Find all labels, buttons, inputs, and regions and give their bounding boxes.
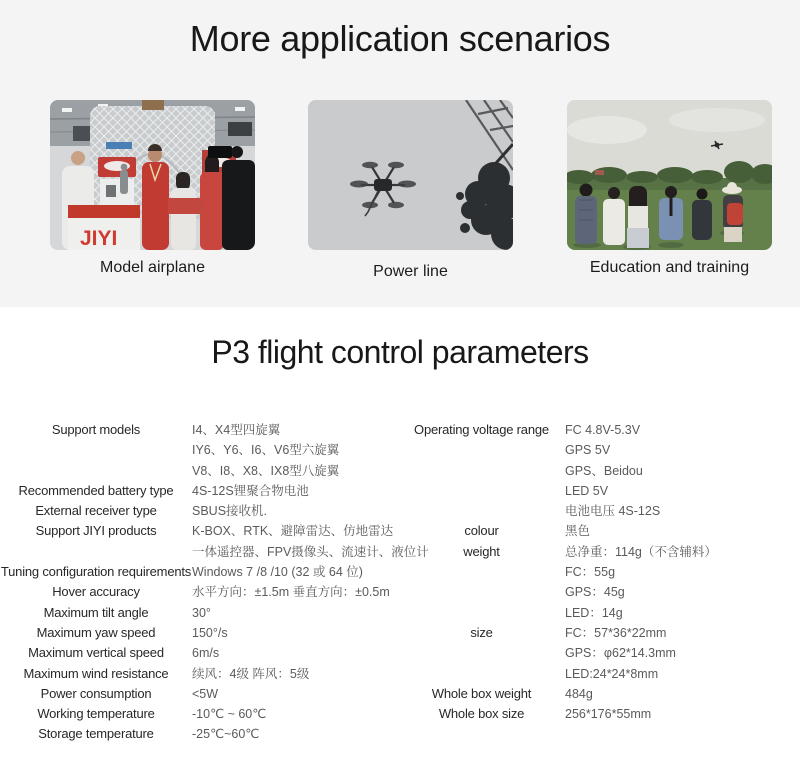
parameter-values	[192, 481, 398, 501]
parameter-values	[192, 724, 398, 744]
parameter-label: Maximum vertical speed	[28, 645, 164, 661]
parameter-value: 水平方向：±1.5m 垂直方向：±0.5m	[192, 585, 390, 600]
parameter-value: 6m/s	[192, 646, 220, 661]
parameter-value: 4S-12S锂聚合物电池	[192, 483, 309, 498]
parameter-label: Maximum wind resistance	[23, 665, 169, 681]
parameter-label: colour	[464, 523, 499, 539]
parameter-row	[0, 582, 398, 602]
parameter-label: Maximum yaw speed	[36, 624, 156, 640]
parameter-values	[565, 704, 800, 724]
parameter-values	[192, 582, 398, 602]
parameter-label: Recommended battery type	[18, 482, 174, 498]
parameter-value: -10℃ ~ 60℃	[192, 707, 267, 722]
parameter-value: GPS：φ62*14.3mm	[565, 646, 676, 661]
parameter-values	[192, 664, 398, 684]
parameter-label: External receiver type	[35, 503, 157, 519]
parameter-label: Maximum tilt angle	[43, 604, 149, 620]
parameters-right-column	[398, 420, 800, 745]
parameter-value: 30°	[192, 605, 211, 620]
parameter-value: LED：14g	[565, 605, 623, 620]
parameter-row	[398, 420, 800, 521]
parameter-values	[192, 643, 398, 663]
parameter-label: Working temperature	[37, 706, 155, 722]
parameter-label: Operating voltage range	[414, 422, 549, 437]
page-title: More application scenarios	[189, 18, 611, 59]
parameter-label: Storage temperature	[38, 726, 154, 742]
parameter-value: 续风：4级 阵风：5级	[192, 666, 310, 681]
parameters-left-column	[0, 420, 429, 745]
parameter-values	[192, 562, 398, 582]
parameter-value: IY6、Y6、I6、V6型六旋翼	[192, 443, 340, 458]
parameter-row	[0, 562, 398, 582]
parameter-values	[192, 704, 398, 724]
parameter-value: Windows 7 /8 /10 (32 或 64 位)	[192, 565, 363, 580]
parameter-values	[192, 521, 429, 562]
parameter-value: 484g	[565, 686, 593, 701]
parameter-label: Whole box size	[438, 706, 525, 722]
parameter-label: weight	[463, 543, 500, 559]
parameter-value: LED:24*24*8mm	[565, 666, 659, 681]
parameters-grid	[0, 420, 800, 745]
parameter-row	[0, 603, 398, 623]
parameter-value: 256*176*55mm	[565, 707, 652, 722]
parameter-value: FC：57*36*22mm	[565, 625, 667, 640]
parameter-value: LED 5V	[565, 483, 609, 498]
parameter-row	[0, 623, 398, 643]
parameter-row	[398, 623, 800, 684]
parameter-label: Power consumption	[40, 685, 152, 701]
parameter-row	[0, 501, 398, 521]
power-line-photo	[308, 100, 513, 250]
parameters-title: P3 flight control parameters	[211, 334, 589, 370]
booth-brand-text: JIYI	[80, 227, 118, 250]
parameter-values	[192, 603, 398, 623]
parameter-row	[0, 481, 398, 501]
more-scenarios-section	[0, 0, 800, 307]
distant-building	[595, 170, 604, 175]
scenario-card-power-line	[308, 100, 513, 281]
parameter-row	[0, 664, 398, 684]
scenario-caption: Model airplane	[100, 259, 205, 276]
parameter-value: K-BOX、RTK、避障雷达、仿地雷达	[192, 524, 394, 539]
parameter-value: <5W	[192, 686, 219, 701]
parameter-value: FC：55g	[565, 565, 616, 580]
parameter-value: SBUS接收机.	[192, 504, 268, 519]
parameter-label: Support JIYI products	[35, 523, 157, 539]
scenario-card-education	[567, 100, 772, 277]
parameter-row	[398, 684, 800, 704]
parameter-values	[565, 420, 800, 521]
parameter-values	[565, 623, 800, 684]
parameter-row	[398, 704, 800, 724]
parameter-value: 150°/s	[192, 625, 228, 640]
parameter-value: GPS 5V	[565, 443, 611, 458]
parameter-values	[192, 684, 398, 704]
education-training-photo	[567, 100, 772, 250]
parameter-values	[565, 684, 800, 704]
parameter-row	[0, 521, 429, 562]
parameter-values	[192, 420, 398, 481]
parameter-values	[192, 623, 398, 643]
scenario-caption: Power line	[373, 263, 448, 280]
parameter-row	[398, 542, 800, 623]
parameter-row	[0, 704, 398, 724]
parameter-value: FC 4.8V-5.3V	[565, 423, 641, 437]
parameter-label: Support models	[51, 422, 141, 437]
parameter-row	[398, 521, 800, 541]
scenario-card-model-airplane	[50, 100, 255, 277]
parameter-value: I4、X4型四旋翼	[192, 423, 281, 437]
parameter-value: 黑色	[565, 524, 591, 539]
parameters-section	[0, 307, 800, 745]
parameter-value: 总净重：114g（不含辅料）	[565, 544, 717, 559]
parameter-label: Whole box weight	[431, 685, 532, 701]
parameter-value: GPS：45g	[565, 585, 625, 600]
parameter-value: V8、I8、X8、IX8型八旋翼	[192, 463, 340, 478]
parameter-label: Tuning configuration requirements	[0, 564, 192, 580]
parameter-values	[565, 521, 800, 541]
parameter-row	[0, 724, 398, 744]
parameter-row	[0, 684, 398, 704]
parameter-row	[0, 420, 398, 481]
parameter-label: size	[470, 624, 493, 640]
parameter-values	[565, 542, 800, 623]
parameter-value: GPS、Beidou	[565, 463, 643, 478]
parameter-value: 电池电压 4S-12S	[565, 504, 661, 519]
model-airplane-photo	[50, 100, 255, 250]
scenario-caption: Education and training	[589, 259, 750, 276]
parameter-values	[192, 501, 398, 521]
parameter-value: 一体遥控器、FPV摄像头、流速计、液位计	[192, 544, 429, 559]
parameter-value: -25℃~60℃	[192, 727, 260, 742]
parameter-row	[0, 643, 398, 663]
parameter-label: Hover accuracy	[52, 584, 140, 600]
